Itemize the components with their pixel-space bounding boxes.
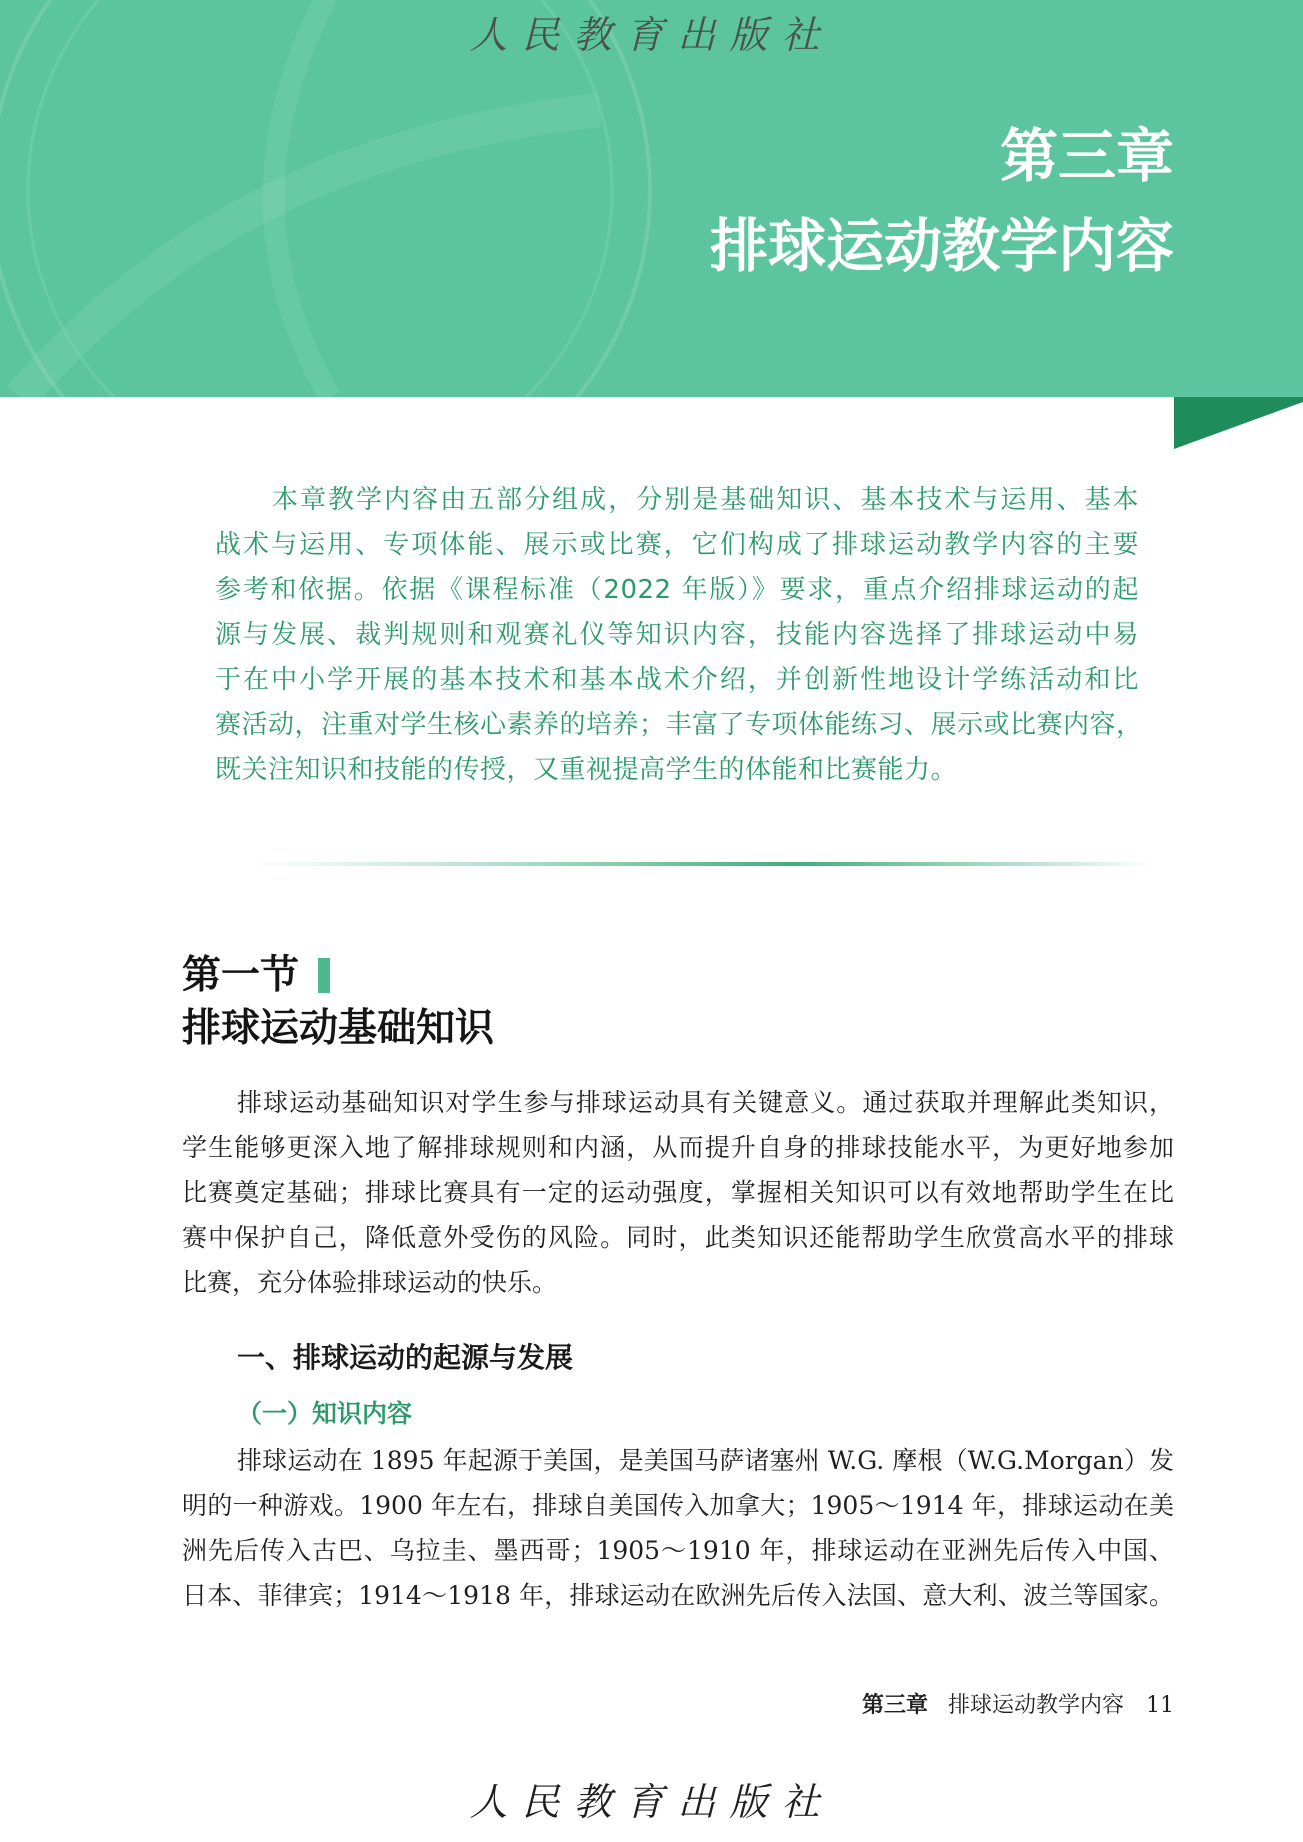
page-number: 11 <box>1146 1693 1174 1718</box>
paragraph-line: 明的一种游戏。1900 年左右，排球自美国传入加拿大；1905～1914 年，排球运动在美 <box>182 1491 1174 1520</box>
chapter-header-band <box>0 0 1303 397</box>
publisher-logo-bottom: 人民教育出版社 <box>469 1780 834 1824</box>
paragraph-line: 排球运动基础知识对学生参与排球运动具有关键意义。通过获取并理解此类知识， <box>237 1088 1174 1117</box>
subsection-heading: 一、排球运动的起源与发展 <box>237 1341 574 1374</box>
intro-line: 战术与运用、专项体能、展示或比赛，它们构成了排球运动教学内容的主要 <box>215 530 1139 560</box>
page-footer <box>862 1689 1174 1722</box>
section-number: 第一节 <box>182 952 300 998</box>
intro-line: 于在中小学开展的基本技术和基本战术介绍，并创新性地设计学练活动和比 <box>215 665 1139 695</box>
origin-paragraph <box>182 1438 1174 1618</box>
subsection-subheading: （一）知识内容 <box>237 1399 413 1428</box>
section-marker-bar <box>318 958 330 993</box>
intro-line: 既关注知识和技能的传授，又重视提高学生的体能和比赛能力。 <box>215 755 958 785</box>
paragraph-line: 赛中保护自己，降低意外受伤的风险。同时，此类知识还能帮助学生欣赏高水平的排球 <box>182 1223 1174 1252</box>
footer-chapter: 第三章 <box>861 1692 928 1718</box>
paragraph-line: 学生能够更深入地了解排球规则和内涵，从而提升自身的排球技能水平，为更好地参加 <box>182 1133 1174 1162</box>
paragraph-line: 排球运动在 1895 年起源于美国，是美国马萨诸塞州 W.G. 摩根（W.G.Morgan）发 <box>237 1446 1174 1475</box>
intro-line: 本章教学内容由五部分组成，分别是基础知识、基本技术与运用、基本 <box>272 485 1139 515</box>
intro-line: 参考和依据。依据《课程标准（2022 年版）》要求，重点介绍排球运动的起 <box>215 575 1139 605</box>
section-title: 排球运动基础知识 <box>182 1005 495 1051</box>
chapter-intro-paragraph <box>215 478 1143 793</box>
intro-line: 赛活动，注重对学生核心素养的培养；丰富了专项体能练习、展示或比赛内容， <box>215 710 1143 740</box>
corner-accent-shape <box>1174 397 1303 449</box>
footer-title: 排球运动教学内容 <box>947 1693 1124 1718</box>
chapter-title: 排球运动教学内容 <box>709 212 1174 280</box>
paragraph-line: 日本、菲律宾；1914～1918 年，排球运动在欧洲先后传入法国、意大利、波兰等国家。 <box>182 1581 1174 1610</box>
intro-divider <box>252 862 1156 866</box>
intro-line: 源与发展、裁判规则和观赛礼仪等知识内容，技能内容选择了排球运动中易 <box>215 620 1139 650</box>
chapter-number: 第三章 <box>999 122 1174 190</box>
paragraph-line: 洲先后传入古巴、乌拉圭、墨西哥；1905～1910 年，排球运动在亚洲先后传入中国、 <box>182 1536 1174 1565</box>
section-intro-paragraph <box>182 1080 1174 1305</box>
paragraph-line: 比赛奠定基础；排球比赛具有一定的运动强度，掌握相关知识可以有效地帮助学生在比 <box>182 1178 1174 1207</box>
paragraph-line: 比赛，充分体验排球运动的快乐。 <box>182 1268 558 1297</box>
publisher-logo-top: 人民教育出版社 <box>469 13 834 57</box>
